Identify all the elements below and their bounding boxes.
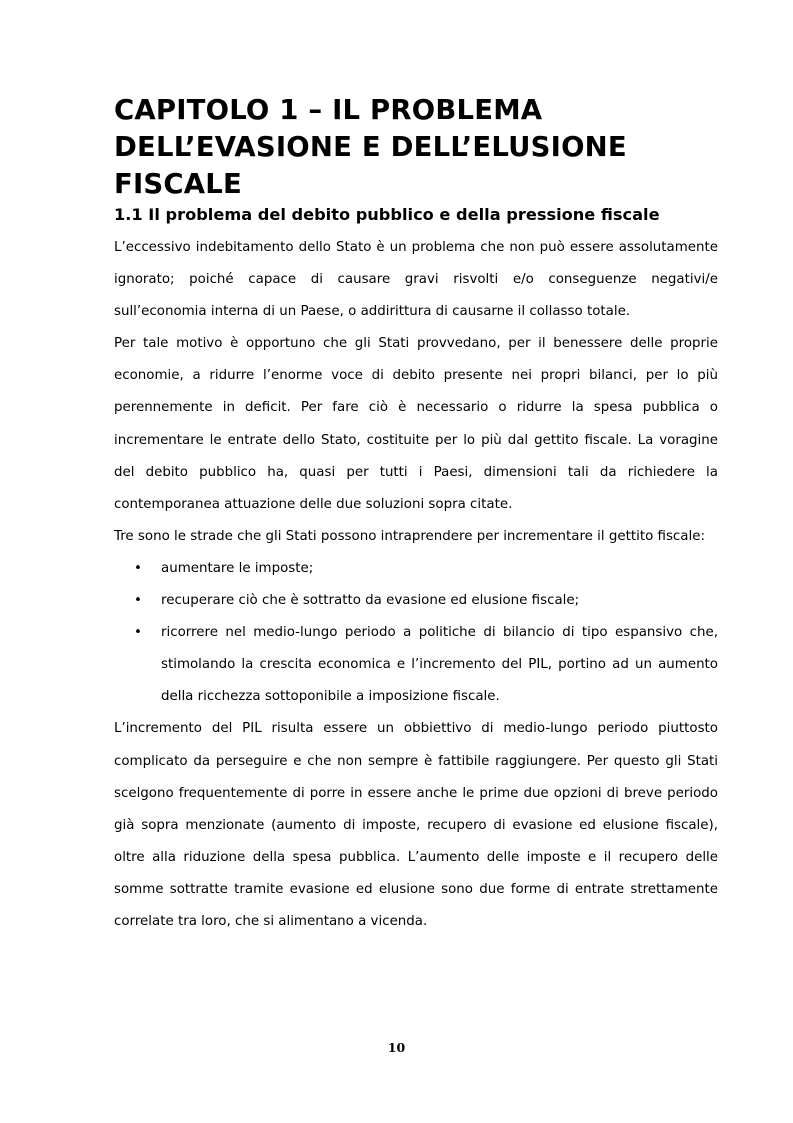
bullet-icon: • — [134, 593, 142, 609]
chapter-title — [114, 92, 734, 203]
bullet-icon: • — [134, 625, 142, 641]
chapter-title-line-2: DELL’EVASIONE E DELL’ELUSIONE — [114, 131, 627, 163]
paragraph-1: L’eccessivo indebitamento dello Stato è un problema che non può essere assolutamente ignorato; poiché capace di causare gravi risvolti e/o conseguenze negativi/e sull’economia interna di un Paese, o addirittura di causarne il collasso totale. — [114, 240, 718, 320]
page-number: 10 — [387, 1040, 406, 1055]
paragraph-4: L’incremento del PIL risulta essere un obbiettivo di medio-lungo periodo piuttosto complicato da perseguire e che non sempre è fattibile raggiungere. Per questo gli Stati scelgono frequentemente di porre in essere anche le prime due opzioni di breve periodo già sopra menzionate (aumento di imposte, recupero di evasione ed elusione fiscale), oltre alla riduzione della spesa pubblica. L’aumento delle imposte e il recupero delle somme sottratte tramite evasione ed elusione sono due forme di entrate strettamente correlate tra loro, che si alimentano a vicenda. — [114, 721, 718, 929]
list-item-text: aumentare le imposte; — [161, 560, 314, 576]
list-item-text: ricorrere nel medio-lungo periodo a politiche di bilancio di tipo espansivo che, stimolando la crescita economica e l’incremento del PIL, portino ad un aumento della ricchezza sottoponibile a imposizione fiscale. — [161, 625, 718, 705]
list-item — [114, 617, 718, 713]
body-text — [114, 232, 718, 938]
list-item — [114, 585, 718, 617]
chapter-title-line-1: CAPITOLO 1 – IL PROBLEMA — [114, 94, 543, 126]
bullet-list — [114, 553, 718, 713]
section-title: 1.1 Il problema del debito pubblico e della pressione fiscale — [114, 205, 660, 224]
paragraph-2: Per tale motivo è opportuno che gli Stati provvedano, per il benessere delle proprie economie, a ridurre l’enorme voce di debito presente nei propri bilanci, per lo più perennemente in deficit. Per fare ciò è necessario o ridurre la spesa pubblica o incrementare le entrate dello Stato, costituite per lo più dal gettito fiscale. La voragine del debito pubblico ha, quasi per tutti i Paesi, dimensioni tali da richiedere la contemporanea attuazione delle due soluzioni sopra citate. — [114, 336, 718, 512]
list-item — [114, 553, 718, 585]
chapter-title-line-3: FISCALE — [114, 168, 242, 200]
list-item-text: recuperare ciò che è sottratto da evasione ed elusione fiscale; — [161, 593, 580, 609]
bullet-icon: • — [134, 560, 142, 576]
paragraph-3: Tre sono le strade che gli Stati possono intraprendere per incrementare il gettito fiscale: — [114, 528, 705, 544]
